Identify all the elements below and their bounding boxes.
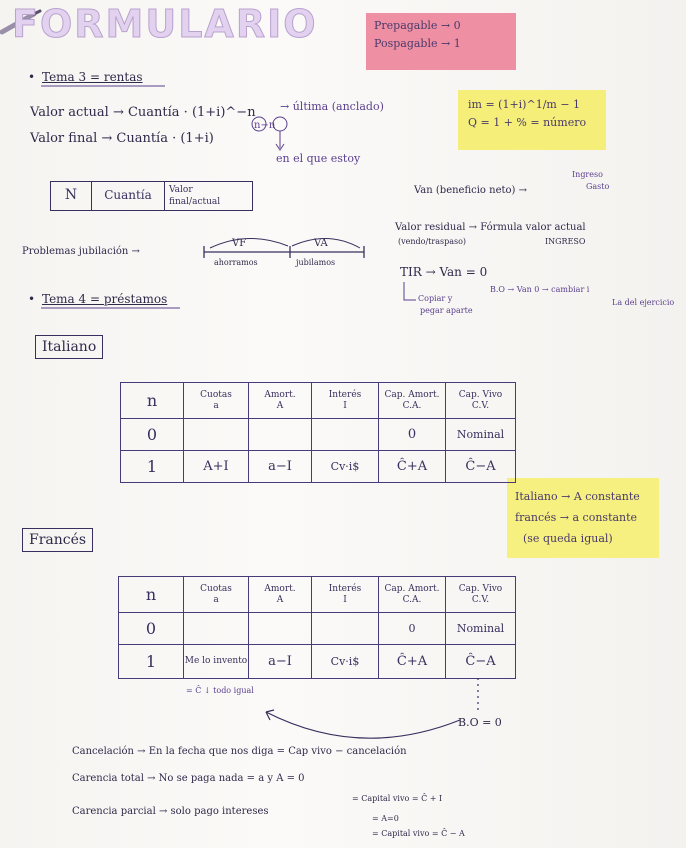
ahorramos-label: ahorramos — [214, 258, 258, 267]
tir-text: TIR → Van = 0 — [400, 265, 488, 279]
header-interes — [312, 577, 379, 613]
hdr-line: Interés — [328, 389, 362, 400]
cell — [312, 613, 379, 645]
carencia-parcial-text: Carencia parcial → solo pago intereses — [72, 806, 269, 817]
arrowhead — [266, 710, 274, 720]
cell: Nominal — [446, 613, 516, 645]
bo-note: B.O = 0 — [458, 716, 502, 729]
cell: 1 — [121, 451, 184, 483]
hdr-line: Cuotas — [200, 389, 232, 400]
del-ejercicio-text: La del ejercicio — [612, 298, 675, 307]
valor-actual-note: → última (anclado) — [280, 100, 384, 113]
copiar-text: Copiar y — [418, 294, 453, 303]
hdr-line: a — [213, 594, 219, 605]
hdr-line: C.A. — [402, 400, 422, 411]
valor-residual-sub: (vendo/traspaso) — [398, 237, 467, 246]
box-valor-line: Valor — [169, 185, 193, 195]
hdr-line: Interés — [328, 583, 362, 594]
sticky-line: Prepagable → 0 — [374, 19, 461, 32]
table-row — [119, 645, 516, 679]
pegar-text: pegar aparte — [420, 306, 473, 315]
carencia-total-text: Carencia total → No se paga nada = a y A = 0 — [72, 773, 305, 784]
hdr-line: I — [343, 594, 347, 605]
valor-actual-formula: Valor actual → Cuantía · (1+i)^−n — [30, 105, 256, 120]
cell — [312, 419, 379, 451]
header-cap-vivo — [446, 383, 516, 419]
header-interes — [312, 383, 379, 419]
frances-table — [118, 576, 516, 679]
van-gasto: Gasto — [586, 182, 610, 191]
bo-van-text: B.O → Van 0 → cambiar i — [490, 285, 590, 294]
cell — [184, 419, 249, 451]
sticky-note-interes — [458, 90, 606, 150]
cell: 0 — [119, 613, 184, 645]
curved-arrow — [266, 712, 460, 738]
frances-label: Francés — [22, 528, 93, 552]
carencia-total-2: = Capital vivo = Ĉ + I — [352, 794, 443, 803]
table-header-row — [119, 577, 516, 613]
cell: 0 — [379, 419, 446, 451]
header-amort — [249, 577, 312, 613]
bullet: • — [28, 70, 36, 84]
tema3-heading: Tema 3 = rentas — [42, 70, 143, 84]
box-valor-line: final/actual — [169, 197, 221, 207]
cell: Ĉ+A — [379, 645, 446, 679]
arc-vf — [210, 238, 288, 248]
sticky-line: Pospagable → 1 — [374, 37, 461, 50]
cell: Ĉ+A — [379, 451, 446, 483]
hdr-line: C.V. — [471, 594, 490, 605]
italiano-table — [120, 382, 516, 483]
hdr-line: Cap. Vivo — [458, 583, 503, 594]
cell: Ĉ−A — [446, 645, 516, 679]
cell: 0 — [379, 613, 446, 645]
box-cell-n: N — [51, 182, 92, 210]
hdr-line: Amort. — [264, 389, 296, 400]
jubilacion-label: Problemas jubilación → — [22, 246, 140, 257]
cell — [249, 419, 312, 451]
header-cap-amort — [379, 383, 446, 419]
cell: 1 — [119, 645, 184, 679]
hdr-line: a — [213, 400, 219, 411]
hdr-line: A — [276, 594, 284, 605]
italiano-label: Italiano — [35, 335, 103, 359]
hdr-line: Cap. Amort. — [384, 389, 440, 400]
hdr-line: A — [276, 400, 284, 411]
tema4-heading: Tema 4 = préstamos — [42, 292, 168, 306]
hdr-line: I — [343, 400, 347, 411]
cell: Cv·i$ — [312, 645, 379, 679]
header-n: n — [121, 383, 184, 419]
carencia-parcial-2: = A=0 — [372, 814, 399, 823]
down-arrow — [276, 131, 284, 150]
jubilamos-label: jubilamos — [296, 258, 336, 267]
hdr-line: C.A. — [402, 594, 422, 605]
box-cell-cuantia: Cuantía — [92, 182, 165, 210]
cell: A+I — [184, 451, 249, 483]
vf-label: VF — [232, 238, 247, 249]
todo-igual-note: = Ĉ ↓ todo igual — [186, 686, 254, 695]
sticky-line: Italiano → A constante — [515, 490, 640, 503]
sticky-line: francés → a constante — [515, 511, 638, 524]
hdr-line: Cuotas — [200, 583, 232, 594]
header-cap-amort — [379, 577, 446, 613]
cell: Ĉ−A — [446, 451, 516, 483]
valor-residual-text: Valor residual → Fórmula valor actual — [395, 222, 586, 233]
page-title: FORMULARIO — [12, 2, 318, 46]
tir-arrow — [404, 282, 416, 300]
bullet: • — [28, 292, 36, 306]
header-amort — [249, 383, 312, 419]
cancelacion-text: Cancelación → En la fecha que nos diga = Cap vivo − cancelación — [72, 746, 407, 757]
valor-final-note: en el que estoy — [276, 152, 361, 165]
valor-final-exponent: n−n — [254, 120, 276, 131]
cell: a−I — [249, 451, 312, 483]
hdr-line: Cap. Amort. — [384, 583, 440, 594]
cell — [249, 613, 312, 645]
cell: Nominal — [446, 419, 516, 451]
table-row — [121, 451, 516, 483]
header-cuotas — [184, 383, 249, 419]
va-label: VA — [314, 238, 328, 249]
cell — [184, 613, 249, 645]
sticky-line: Q = 1 + % = número — [468, 116, 587, 129]
hdr-line: Amort. — [264, 583, 296, 594]
header-n: n — [119, 577, 184, 613]
hdr-line: C.V. — [471, 400, 490, 411]
header-cuotas — [184, 577, 249, 613]
table-header-row — [121, 383, 516, 419]
cell: Cv·i$ — [312, 451, 379, 483]
header-cap-vivo — [446, 577, 516, 613]
valor-final-formula: Valor final → Cuantía · (1+i) — [30, 131, 214, 146]
cell: a−I — [249, 645, 312, 679]
van-text: Van (beneficio neto) → — [414, 185, 527, 196]
sticky-note-metodos — [507, 478, 659, 558]
table-row — [119, 613, 516, 645]
carencia-parcial-3: = Capital vivo = Ĉ − A — [372, 829, 465, 838]
table-row — [121, 419, 516, 451]
sticky-line: (se queda igual) — [523, 532, 613, 545]
van-ingreso: Ingreso — [572, 170, 603, 179]
formula-box — [50, 181, 253, 211]
cell: 0 — [121, 419, 184, 451]
ingreso-label: INGRESO — [545, 237, 586, 246]
box-cell-valor — [165, 182, 252, 210]
cell: Me lo invento — [184, 645, 249, 679]
hdr-line: Cap. Vivo — [458, 389, 503, 400]
sticky-note-pagable — [366, 13, 516, 70]
sticky-line: im = (1+i)^1/m − 1 — [468, 98, 581, 111]
